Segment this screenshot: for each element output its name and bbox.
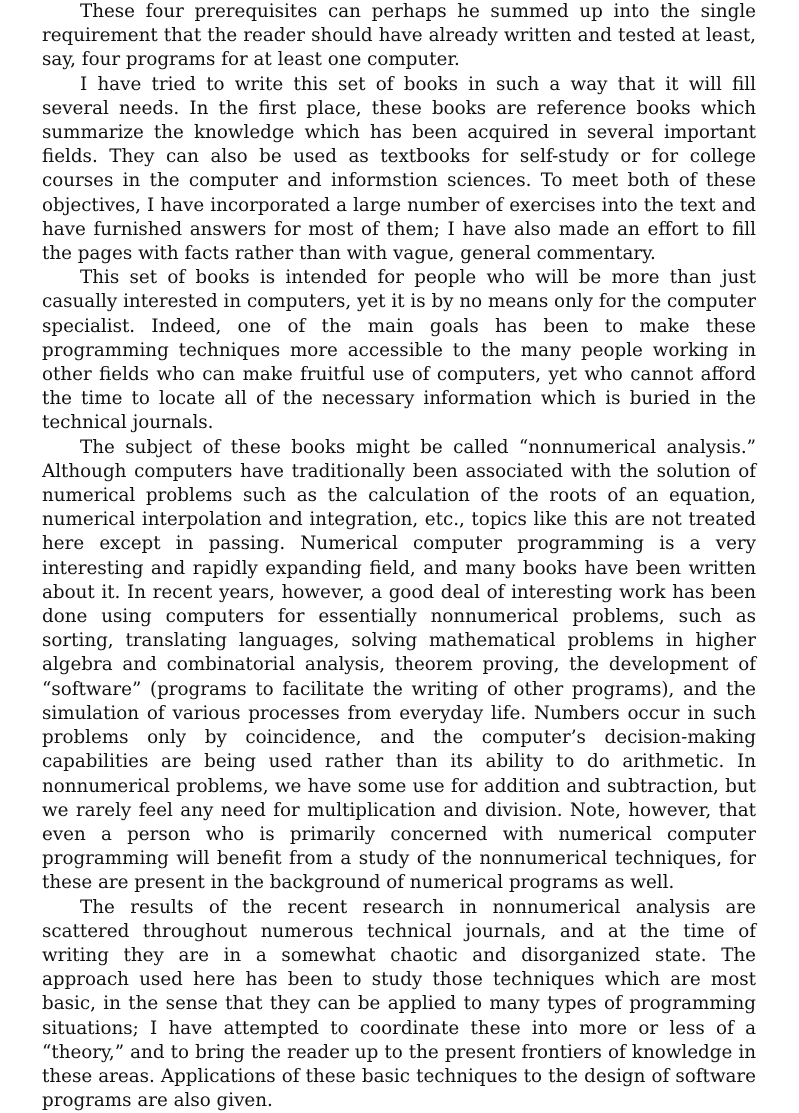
- paragraph-research-results: The results of the recent research in nonnumerical analysis are scattered throughout numerous technical journals, and at the time of writing they are in a somewhat chaotic and disorganized state. The approach used here has been to study those techniques which are most basic, in the sense that they can be applied to many types of programming situations; I have attempted to coordinate these into more or less of a “theory,” and to bring the reader up to the present frontiers of knowledge in these areas. Applications of these basic techniques to the design of software programs are also given.: [42, 896, 756, 1112]
- paragraph-purpose: I have tried to write this set of books in such a way that it will fill several needs. In the first place, these books are reference books which summarize the knowledge which has been acquired in several important fields. They can also be used as textbooks for self-study or for college courses in the computer and informstion sciences. To meet both of these objectives, I have incorporated a large number of exercises into the text and have furnished answers for most of them; I have also made an effort to fill the pages with facts rather than with vague, general commentary.: [42, 73, 756, 265]
- paragraph-audience: This set of books is intended for people who will be more than just casually interested in computers, yet it is by no means only for the computer specialist. Indeed, one of the main goals has been to make these programming techniques more accessible to the many people working in other fields who can make fruitful use of computers, yet who cannot afford the time to locate all of the necessary information which is buried in the technical journals.: [42, 267, 756, 434]
- paragraph-nonnumerical-analysis: The subject of these books might be called “nonnumerical analysis.” Although computers have traditionally been associated with the solution of numerical problems such as the calculation of the roots of an equation, numerical interpolation and integration, etc., topics like this are not treated here except in passing. Numerical computer programming is a very interesting and rapidly expanding field, and many books have been written about it. In recent years, however, a good deal of interesting work has been done using computers for essentially nonnumerical problems, such as sorting, translating languages, solving mathematical problems in higher algebra and combinatorial analysis, theorem proving, the development of “software” (programs to facilitate the writing of other programs), and the simulation of various processes from everyday life. Numbers occur in such problems only by coincidence, and the computer’s decision-making capabilities are being used rather than its ability to do arithmetic. In nonnumerical problems, we have some use for addition and subtraction, but we rarely feel any need for multiplication and division. Note, however, that even a person who is primarily concerned with numerical computer programming will benefit from a study of the nonnumerical techniques, for these are present in the background of numerical programs as well.: [42, 436, 756, 894]
- document-page: [42, 0, 756, 1113]
- paragraph-prerequisites: These four prerequisites can perhaps he summed up into the single requirement that the reader should have already written and tested at least, say, four programs for at least one computer.: [42, 1, 756, 71]
